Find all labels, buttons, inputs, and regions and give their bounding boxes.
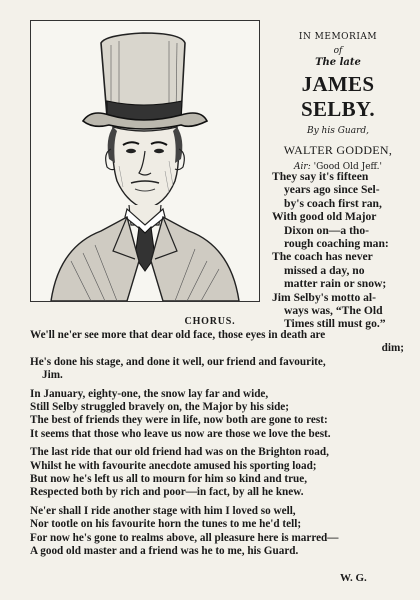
stanza-line: The last ride that our old friend had was on the Brighton road, — [30, 446, 329, 459]
air-label: Air: — [294, 162, 311, 172]
verse-line: ways was, “The Old — [284, 304, 383, 318]
of-text: of — [333, 46, 343, 56]
chorus-line: Jim. — [42, 369, 63, 382]
stanza-line: Still Selby struggled bravely on, the Major by his side; — [30, 401, 289, 414]
chorus-heading: CHORUS. — [184, 316, 236, 327]
stanza-line: It seems that those who leave us now are those we love the best. — [30, 427, 331, 440]
verse-line: They say it's fifteen — [272, 170, 369, 183]
verse-line: missed a day, no — [284, 263, 365, 277]
signature: W. G. — [340, 572, 367, 584]
in-memoriam-heading: IN MEMORIAM — [298, 32, 378, 42]
portrait-illustration — [30, 20, 260, 302]
stanza-four — [30, 505, 404, 559]
verse-line: With good old Major — [272, 210, 377, 224]
verse-line: Times still must go.” — [284, 317, 386, 331]
verse-line: Jim Selby's motto al- — [272, 290, 377, 304]
the-late-text: The late — [315, 57, 361, 68]
header-block — [266, 30, 410, 172]
stanza-line: Nor tootle on his favourite horn the tunes to me he'd tell; — [30, 518, 302, 531]
verse-line: matter rain or snow; — [284, 277, 387, 291]
deceased-name: JAMES SELBY. — [301, 72, 375, 121]
stanza-line: For now he's gone to realms above, all pleasure here is marred— — [30, 531, 339, 544]
chorus-stanza — [30, 329, 404, 383]
author-name: WALTER GODDEN, — [283, 143, 393, 157]
verse-line: The coach has never — [272, 250, 373, 264]
stanza-two — [30, 388, 404, 442]
verse-line: Dixon on—a tho- — [284, 223, 370, 237]
verse-line: by's coach first ran, — [284, 196, 382, 210]
verse-line: rough coaching man: — [284, 237, 389, 251]
chorus-line: dim; — [381, 342, 404, 355]
stanza-line: In January, eighty-one, the snow lay far and wide, — [30, 387, 269, 400]
chorus-line: We'll ne'er see more that dear old face, those eyes in death are — [30, 329, 326, 341]
stanza-line: Whilst he with favourite anecdote amused his sporting load; — [30, 459, 317, 472]
chorus-line: He's done his stage, and done it well, our friend and favourite, — [30, 355, 326, 368]
portrait-engraving-icon — [31, 21, 259, 301]
stanza-line: But now he's left us all to mourn for him so kind and true, — [30, 473, 308, 486]
stanza-line: Respected both by rich and poor—in fact, by all he knew. — [30, 486, 304, 499]
air-tune: 'Good Old Jeff.' — [313, 162, 382, 172]
stanza-line: Ne'er shall I ride another stage with him I loved so well, — [30, 504, 296, 517]
stanza-line: The best of friends they were in life, now both are gone to rest: — [30, 414, 328, 427]
first-verse — [272, 170, 410, 331]
verse-line: years ago since Sel- — [284, 183, 380, 197]
stanza-three — [30, 446, 404, 500]
stanza-line: A good old master and a friend was he to me, his Guard. — [30, 545, 299, 558]
by-his-guard-text: By his Guard, — [307, 126, 369, 136]
poem-body — [30, 329, 404, 564]
